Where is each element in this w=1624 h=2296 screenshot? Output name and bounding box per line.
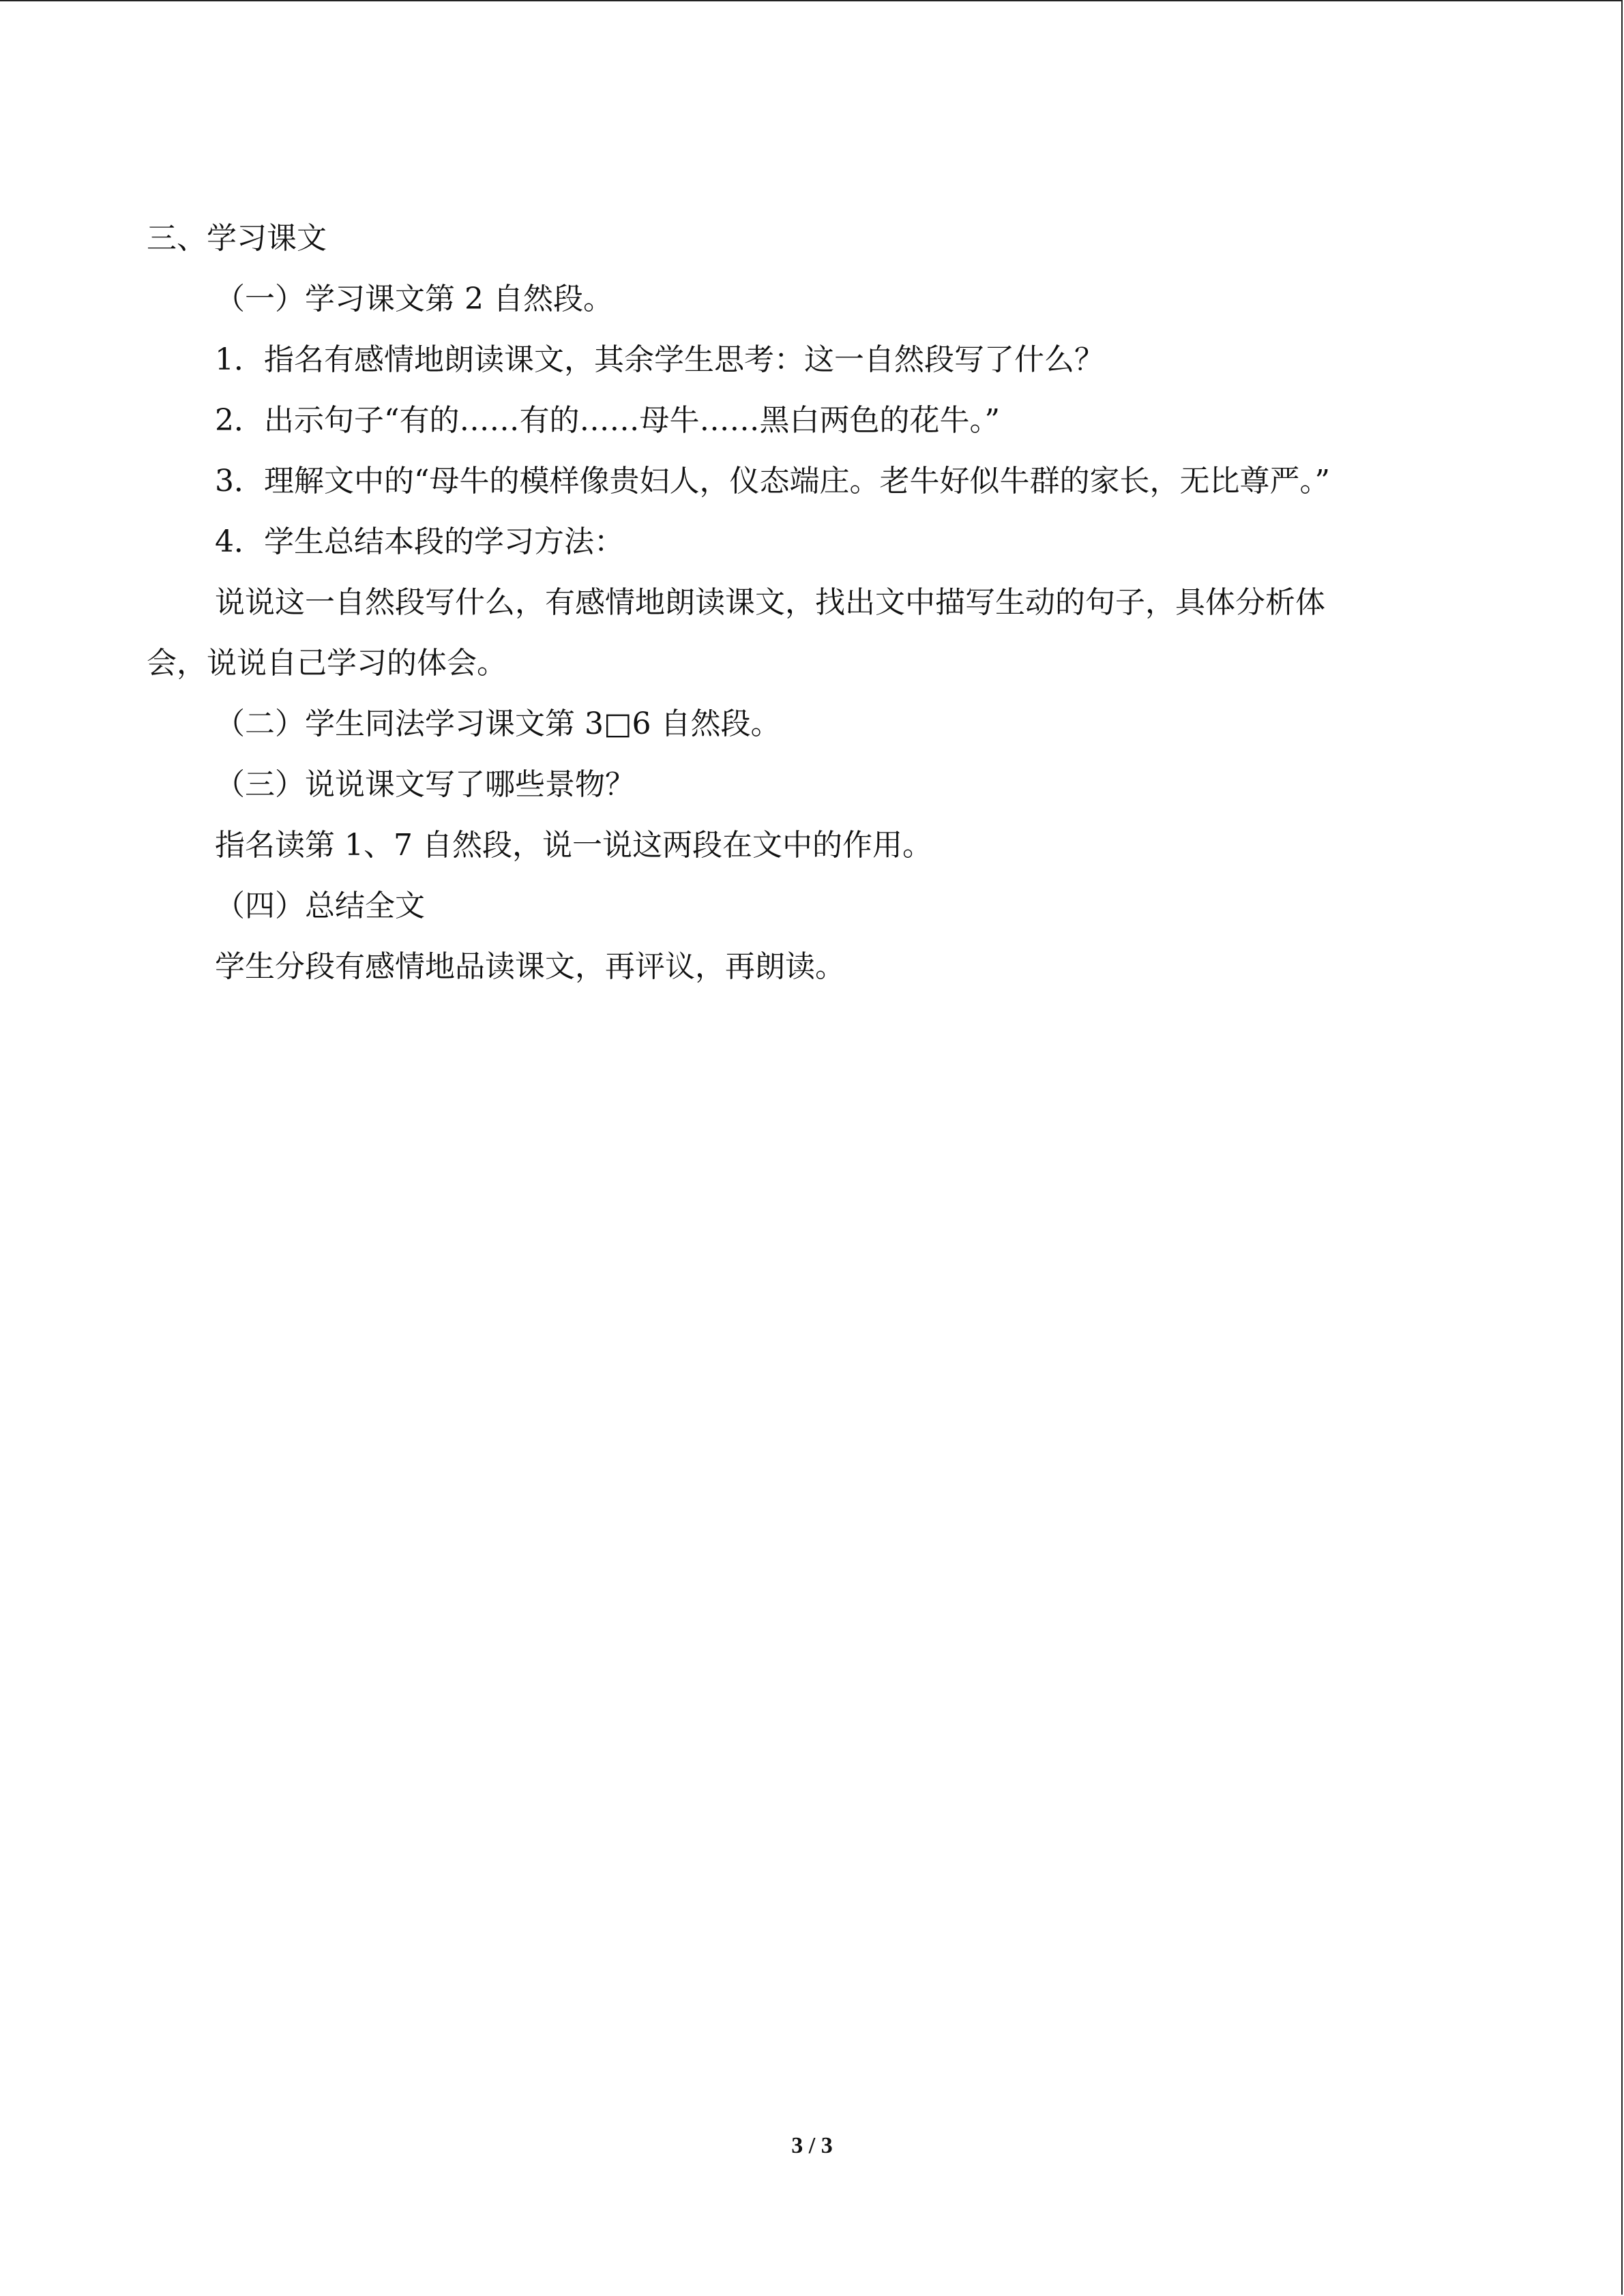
paragraph-item-3: 3．理解文中的“母牛的模样像贵妇人，仪态端庄。老牛好似牛群的家长，无比尊严。”: [215, 464, 1330, 498]
paragraph-item-1: 1．指名有感情地朗读课文，其余学生思考：这一自然段写了什么？: [215, 342, 1104, 377]
subsection-heading-4: （四）总结全文: [215, 889, 425, 923]
document-body: [147, 208, 1480, 997]
paragraph-text-continued: 会，说说自己学习的体会。: [147, 646, 507, 681]
paragraph-text: 指名读第 1、7 自然段，说一说这两段在文中的作用。: [215, 828, 932, 863]
page-number: 3 / 3: [791, 2133, 833, 2158]
paragraph-text: 学生分段有感情地品读课文，再评议，再朗读。: [215, 949, 845, 984]
paragraph-item-2: 2．出示句子“有的……有的……母牛……黑白两色的花牛。”: [215, 403, 1000, 438]
paragraph-text: 说说这一自然段写什么，有感情地朗读课文，找出文中描写生动的句子，具体分析体: [215, 585, 1325, 620]
section-heading: 三、学习课文: [147, 221, 327, 256]
subsection-heading-2: （二）学生同法学习课文第 3□6 自然段。: [215, 706, 781, 741]
subsection-heading-1: （一）学习课文第 2 自然段。: [215, 282, 613, 316]
paragraph-item-4: 4．学生总结本段的学习方法：: [215, 524, 624, 559]
subsection-heading-3: （三）说说课文写了哪些景物？: [215, 767, 635, 802]
